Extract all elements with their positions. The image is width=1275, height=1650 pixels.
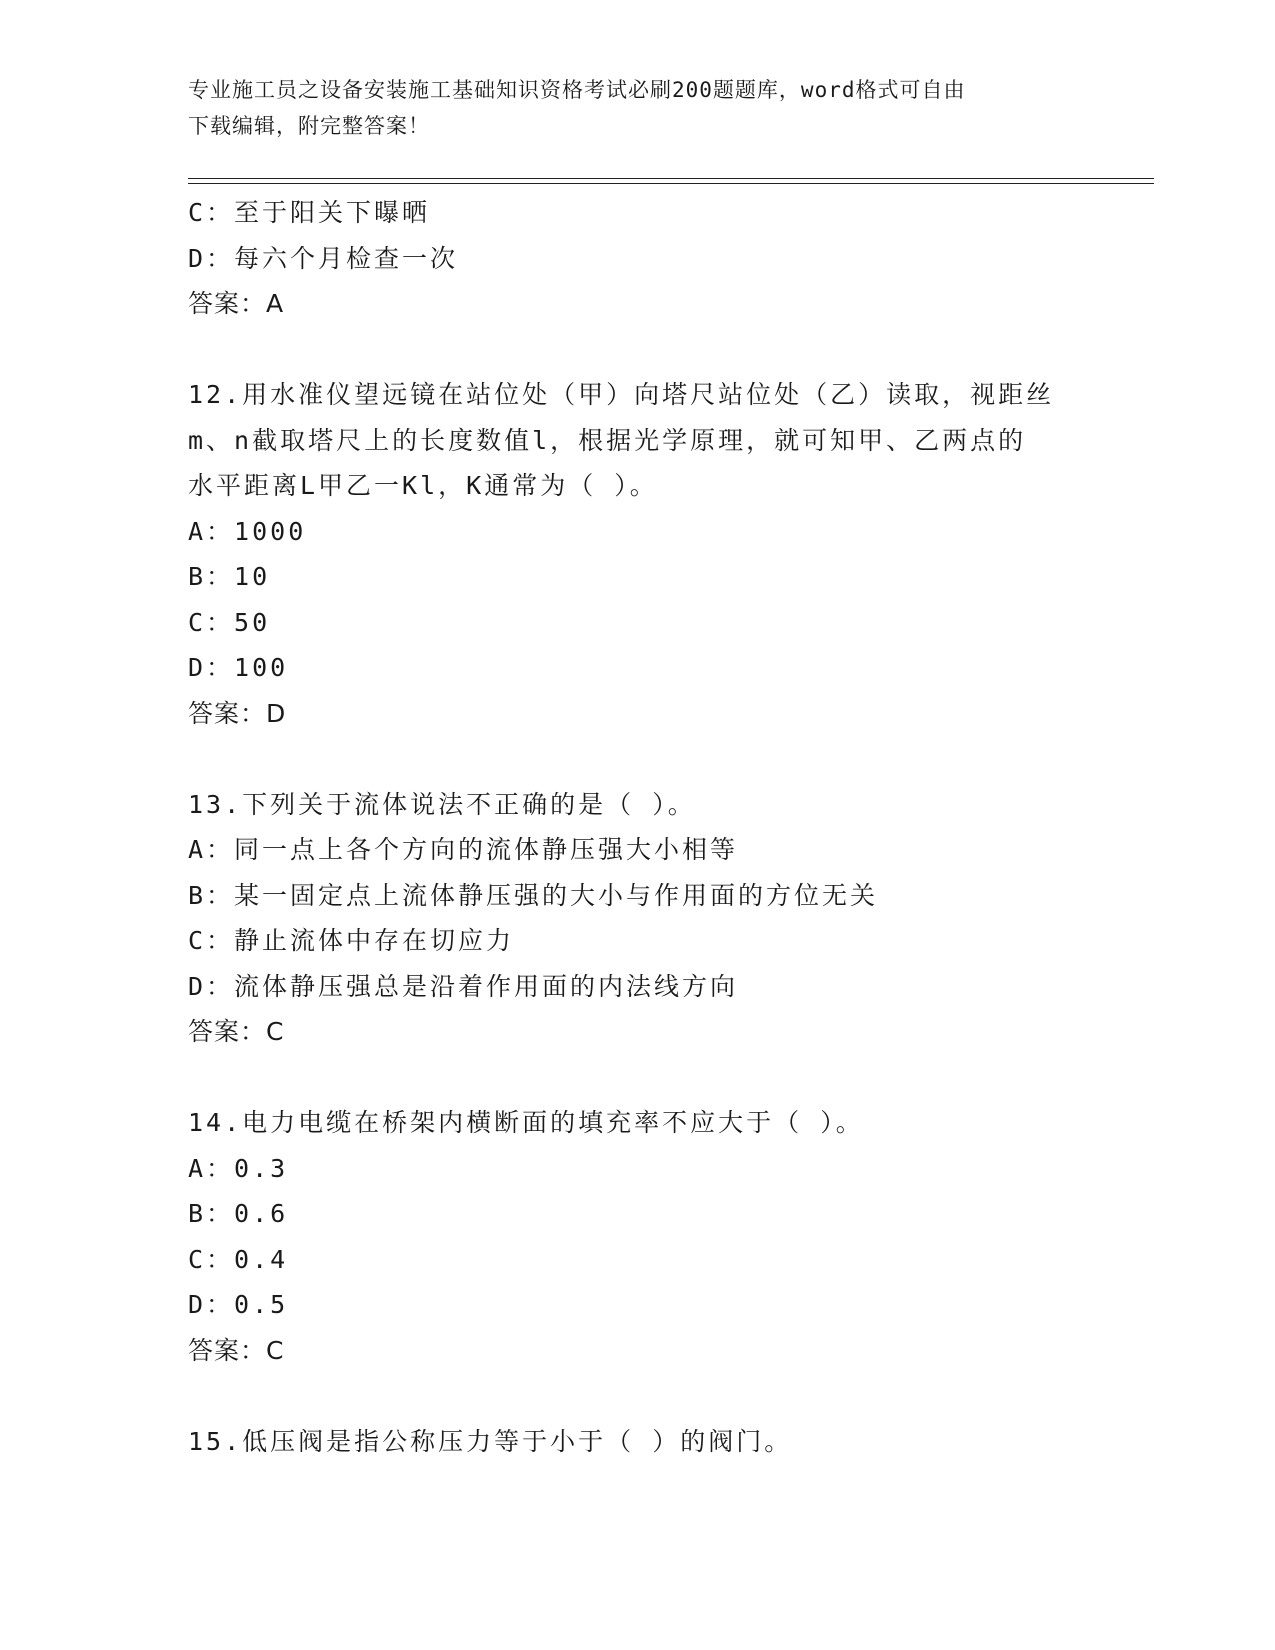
header-divider-bottom — [188, 183, 1154, 184]
question-text-line: 12.用水准仪望远镜在站位处（甲）向塔尺站位处（乙）读取，视距丝 — [188, 380, 1055, 409]
question-text-line: 15.低压阀是指公称压力等于小于（ ）的阀门。 — [188, 1426, 793, 1456]
option-d: D：流体静压强总是沿着作用面的内法线方向 — [188, 971, 739, 1001]
header-title-line-2: 下载编辑，附完整答案！ — [188, 114, 430, 138]
option-b: B：10 — [188, 562, 271, 591]
option-c: C：静止流体中存在切应力 — [188, 926, 515, 955]
header-title-line-1: 专业施工员之设备安装施工基础知识资格考试必刷200题题库，word格式可自由 — [188, 78, 966, 102]
answer-label: 答案：C — [188, 1017, 285, 1046]
option-b: B：某一固定点上流体静压强的大小与作用面的方位无关 — [188, 880, 879, 910]
question-14 — [188, 1100, 1088, 1373]
spacer — [188, 736, 1088, 782]
question-text-line: 水平距离L甲乙一Kl，K通常为（ ）。 — [188, 471, 658, 500]
option-a: A：同一点上各个方向的流体静压强大小相等 — [188, 835, 739, 864]
question-15 — [188, 1419, 1088, 1465]
option-a: A：1000 — [188, 516, 307, 546]
question-13 — [188, 782, 1088, 1055]
header-divider-top — [188, 178, 1154, 179]
option-d: D：每六个月检查一次 — [188, 243, 459, 273]
question-text-line: 14.电力电缆在桥架内横断面的填充率不应大于（ ）。 — [188, 1108, 864, 1137]
document-header — [188, 72, 1088, 144]
spacer — [188, 1055, 1088, 1101]
option-c: C：50 — [188, 607, 271, 637]
question-text-line: m、n截取塔尺上的长度数值l，根据光学原理，就可知甲、乙两点的 — [188, 425, 1027, 455]
answer-label: 答案：D — [188, 698, 287, 728]
question-12 — [188, 372, 1088, 736]
spacer — [188, 327, 1088, 373]
spacer — [188, 1373, 1088, 1419]
option-d: D：100 — [188, 653, 289, 682]
option-c: C：至于阳关下曝晒 — [188, 198, 431, 227]
option-a: A：0.3 — [188, 1153, 289, 1183]
option-d: D：0.5 — [188, 1290, 289, 1319]
answer-label: 答案：A — [188, 289, 285, 318]
question-list — [188, 190, 1088, 1464]
option-b: B：0.6 — [188, 1199, 289, 1228]
answer-label: 答案：C — [188, 1335, 285, 1365]
question-text-line: 13.下列关于流体说法不正确的是（ ）。 — [188, 789, 696, 819]
option-c: C：0.4 — [188, 1244, 289, 1274]
question-11-tail — [188, 190, 1088, 327]
